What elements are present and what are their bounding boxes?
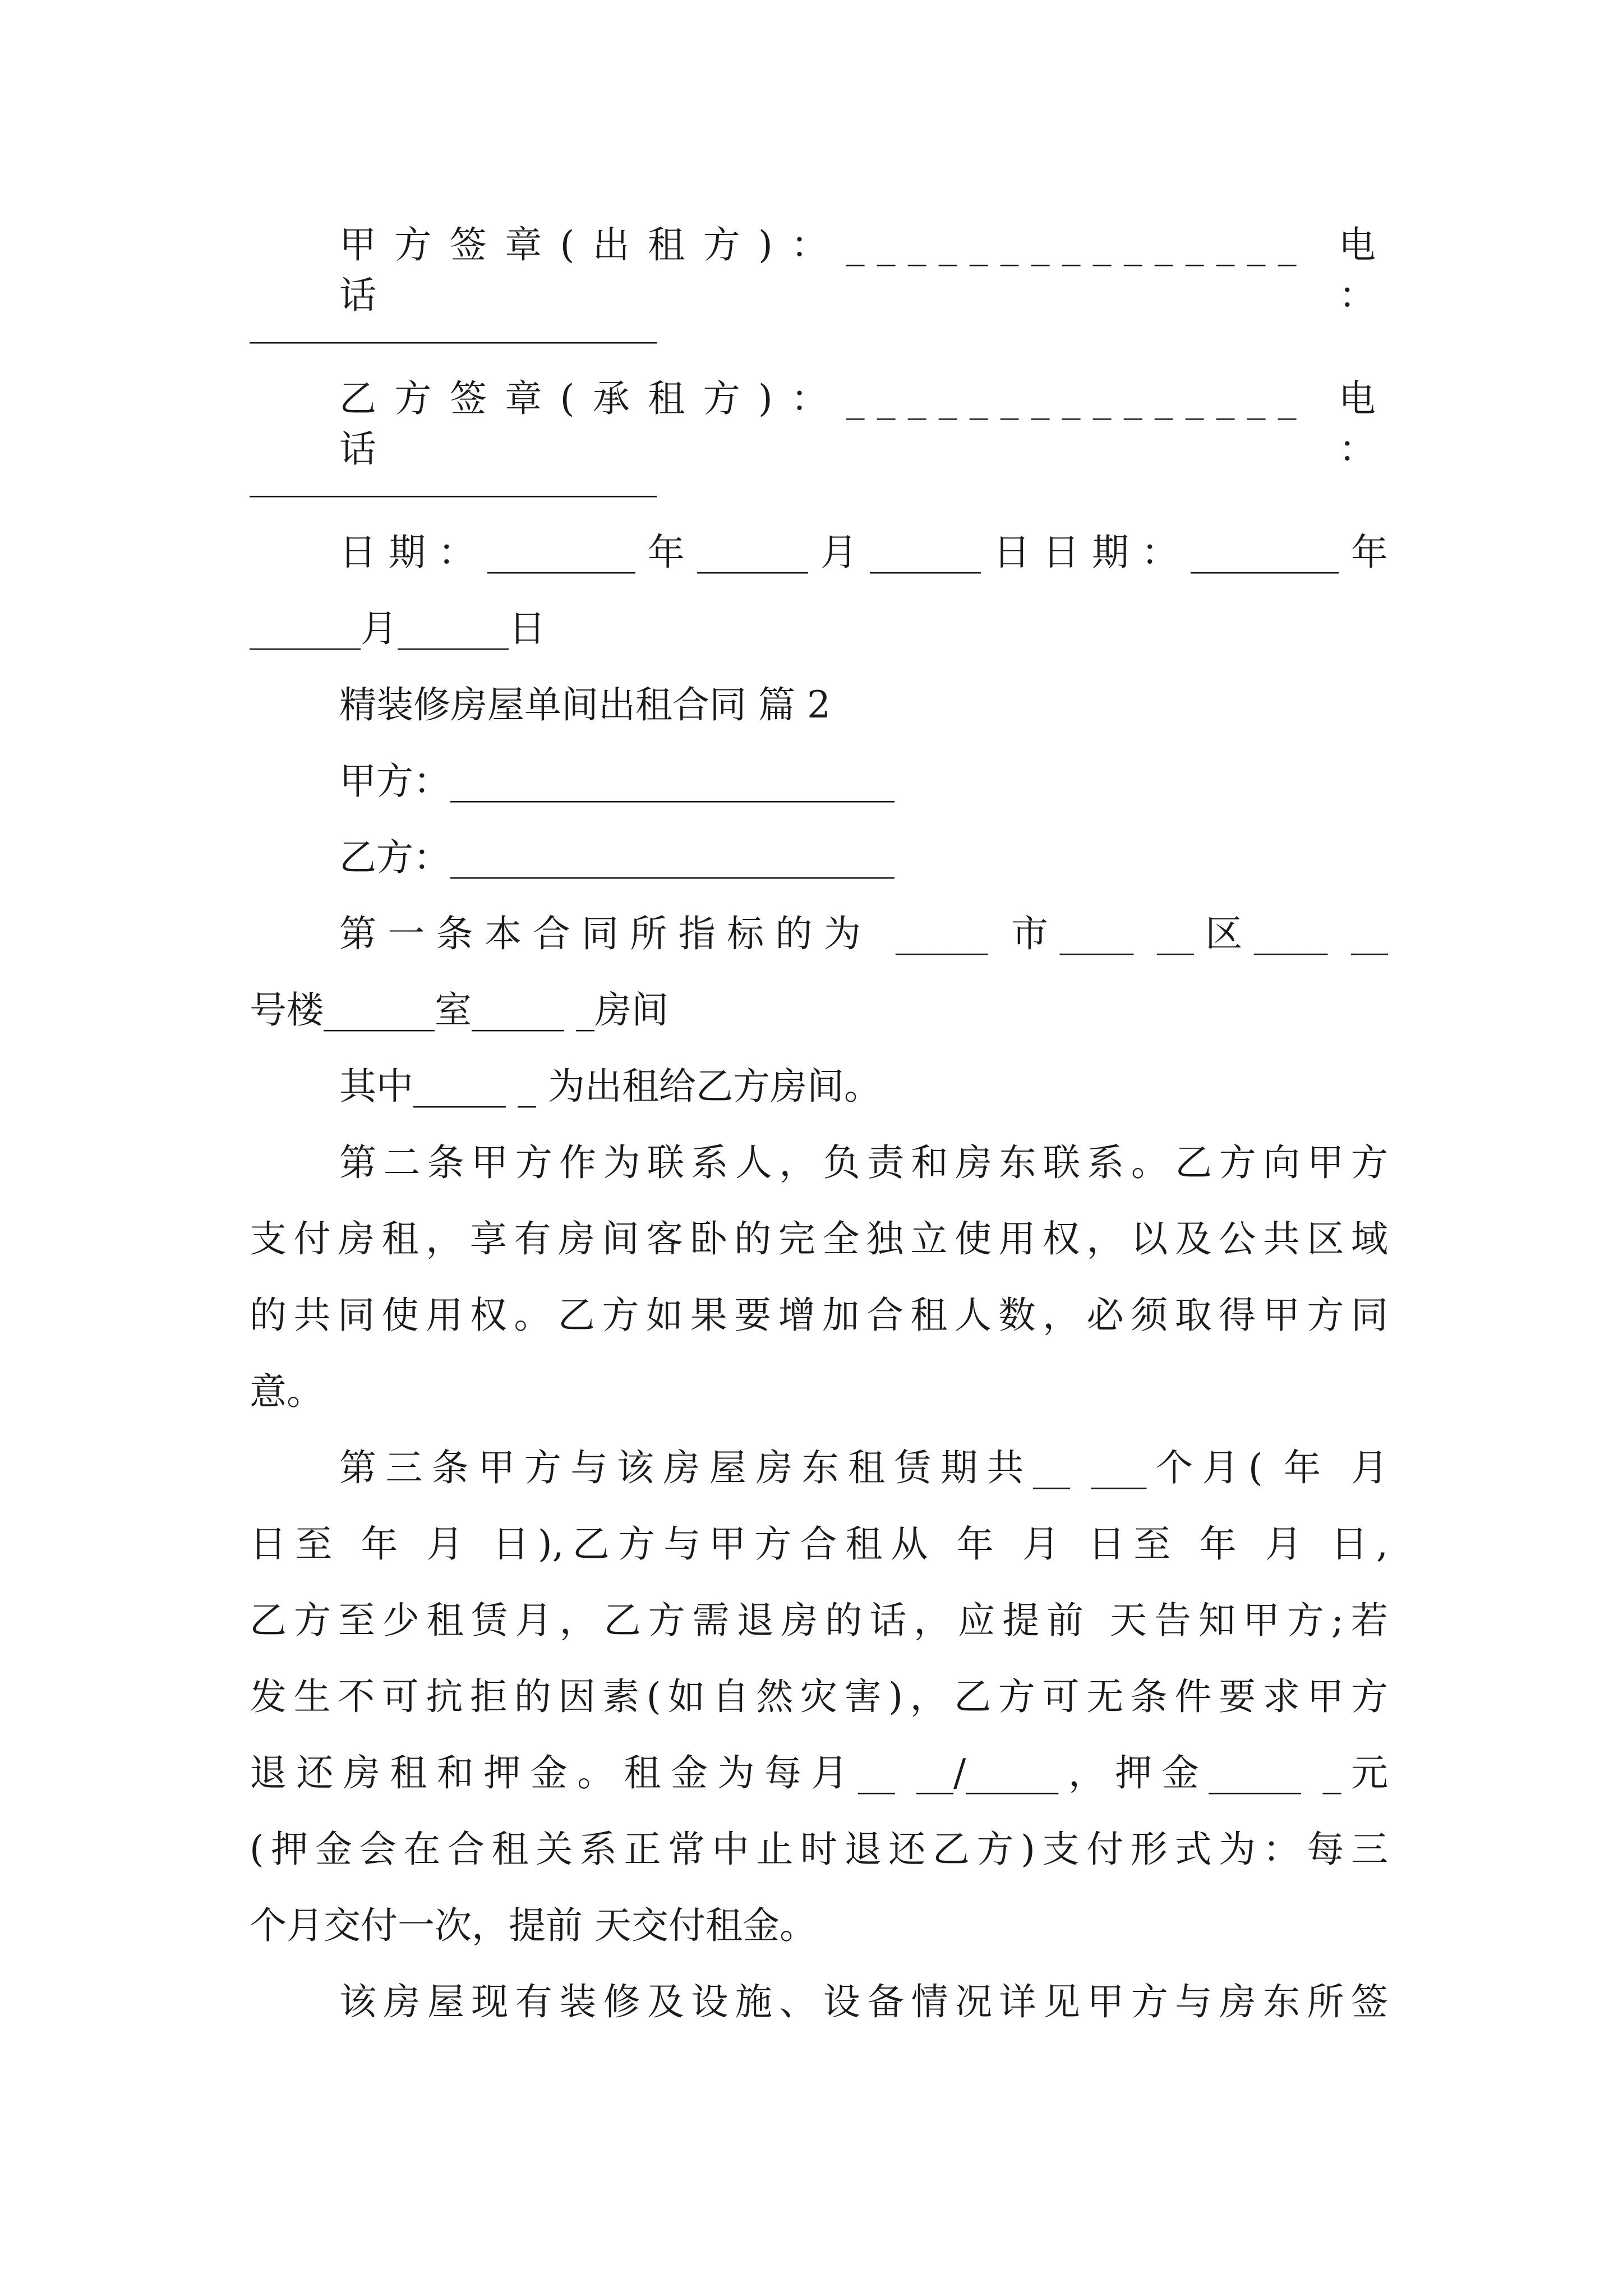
- party-b-phone-blank: ______________________: [250, 454, 657, 498]
- article-1-line-1: 第一条本合同所指标的为 _____ 市____ __区____ __: [339, 912, 1388, 955]
- date-line: 日期：________年______月______日日期：________年: [339, 531, 1388, 574]
- article-2-line-3: 的共同使用权。乙方如果要增加合租人数，必须取得甲方同: [250, 1294, 1388, 1337]
- article-3-line-7: 个月交付一次，提前 天交付租金。: [250, 1904, 817, 1947]
- party-a-signature-line: 甲方签章(出租方)：_______________ 电话：: [339, 223, 1388, 317]
- date-line-continued: ______月______日: [250, 607, 546, 650]
- article-1-line-3: 其中_____ _ 为出租给乙方房间。: [339, 1065, 881, 1108]
- article-3-line-1: 第三条甲方与该房屋房东租赁期共__ ___个月( 年 月: [339, 1446, 1388, 1489]
- article-2-line-4: 意。: [250, 1370, 324, 1413]
- party-b-signature-line: 乙方签章(承租方)：_______________ 电话：: [339, 377, 1388, 471]
- party-a-line: 甲方：________________________: [339, 760, 895, 803]
- facilities-line: 该房屋现有装修及设施、设备情况详见甲方与房东所签: [339, 1980, 1388, 2023]
- party-b-line: 乙方：________________________: [339, 836, 895, 879]
- article-1-line-2: 号楼______室_____ _房间: [250, 988, 668, 1032]
- article-3-line-3: 乙方至少租赁月，乙方需退房的话，应提前 天告知甲方;若: [250, 1599, 1388, 1642]
- article-2-line-2: 支付房租，享有房间客卧的完全独立使用权，以及公共区域: [250, 1217, 1388, 1260]
- article-3-line-2: 日至 年 月 日),乙方与甲方合租从 年 月 日至 年 月 日,: [250, 1522, 1388, 1566]
- article-3-line-5: 退还房租和押金。租金为每月__ __/_____，押金_____ _元: [250, 1751, 1388, 1795]
- party-a-phone-blank: ______________________: [250, 301, 657, 344]
- article-2-line-1: 第二条甲方作为联系人，负责和房东联系。乙方向甲方: [339, 1141, 1388, 1184]
- article-3-line-6: (押金会在合租关系正常中止时退还乙方)支付形式为：每三: [250, 1828, 1388, 1871]
- article-3-line-4: 发生不可抗拒的因素(如自然灾害)，乙方可无条件要求甲方: [250, 1675, 1388, 1718]
- section-title: 精装修房屋单间出租合同 篇 2: [339, 683, 831, 726]
